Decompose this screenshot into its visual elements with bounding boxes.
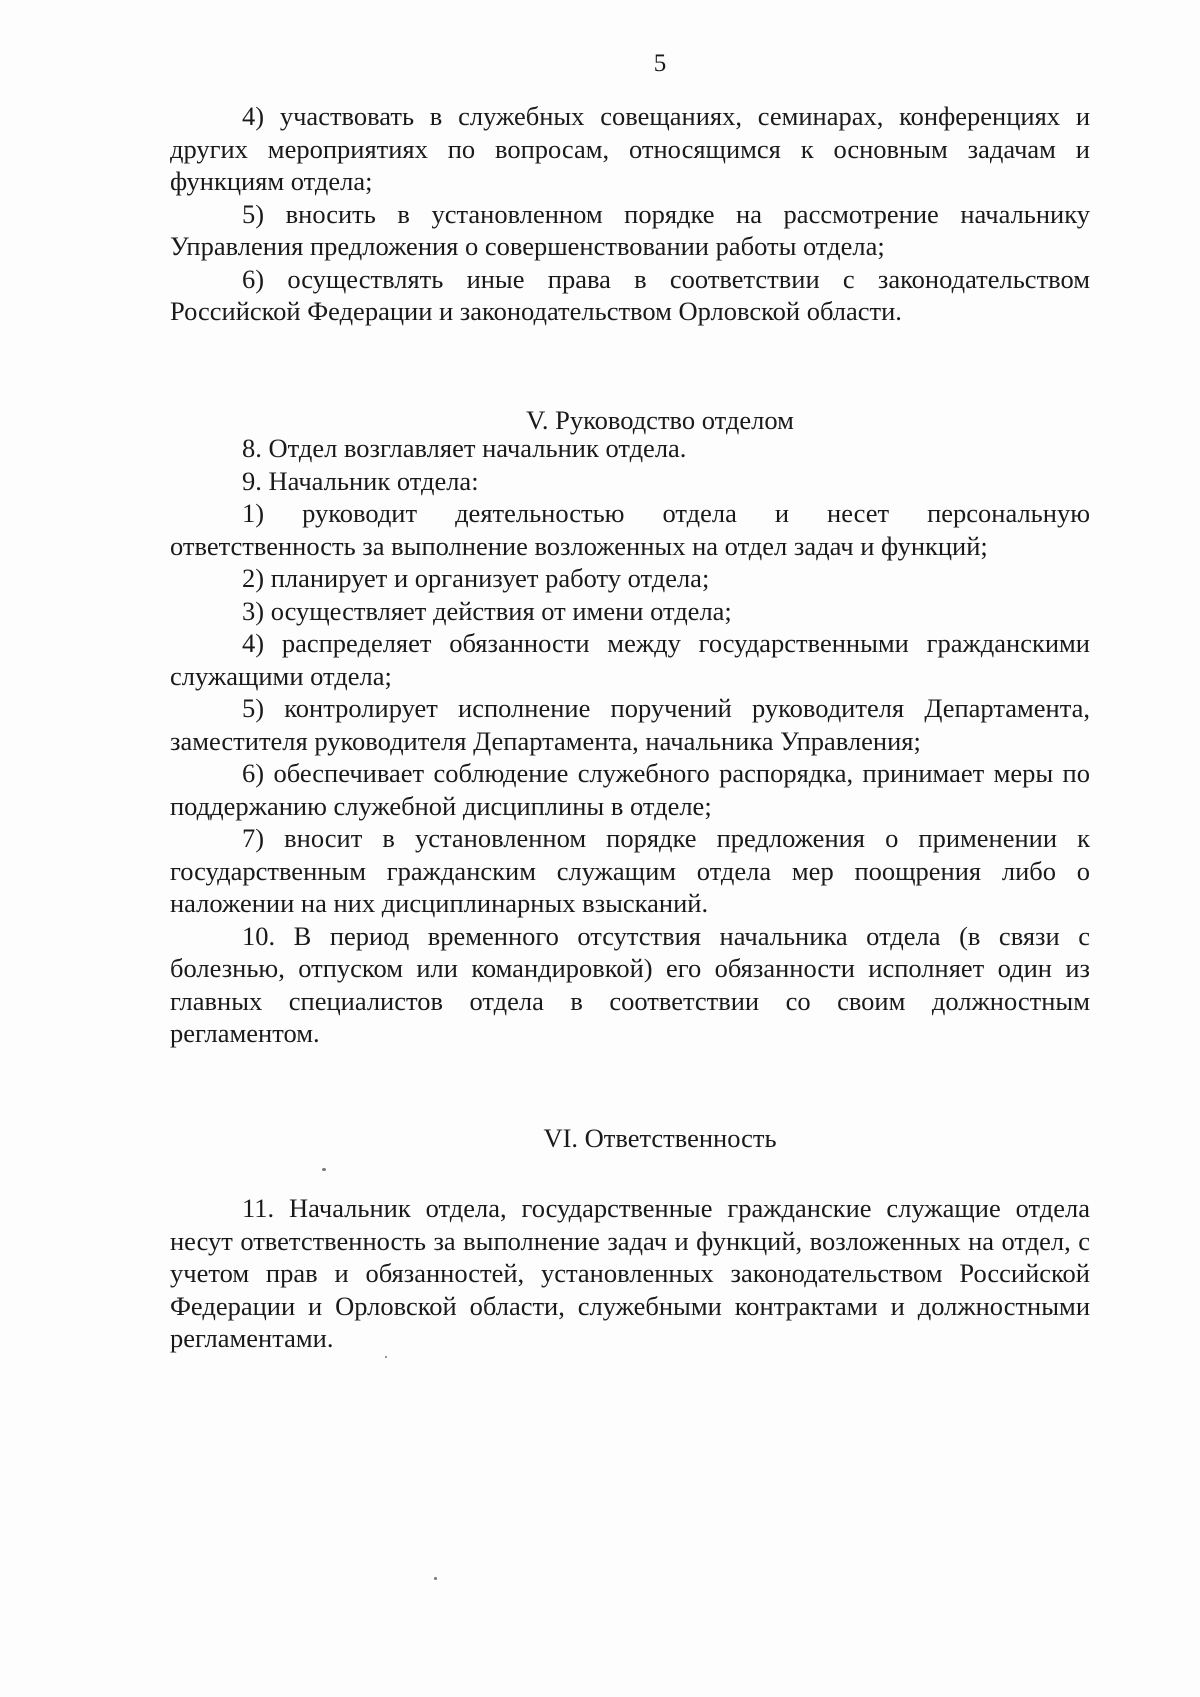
list-item: 5) вносить в установленном порядке на рассмотрение начальнику Управления предложения о совершенствовании работы отдела;: [170, 198, 1090, 261]
paragraph: 10. В период временного отсутствия начальника отдела (в связи с болезнью, отпуском или командировкой) его обязанности исполняет один из главных специалистов отдела в соответствии со своим должностным регламентом.: [170, 920, 1090, 1048]
list-item: 3) осуществляет действия от имени отдела;: [242, 595, 732, 626]
paragraph: 9. Начальник отдела:: [242, 465, 479, 496]
list-item: 2) планирует и организует работу отдела;: [242, 563, 710, 593]
list-item: 6) осуществлять иные права в соответствии с законодательством Российской Федерации и законодательством Орловской области.: [170, 263, 1090, 326]
list-item: 4) участвовать в служебных совещаниях, семинарах, конференциях и других мероприятиях по вопросам, относящимся к основным задачам и функциям отдела;: [170, 101, 1090, 196]
list-item: 5) контролирует исполнение поручений руководителя Департамента, заместителя руководителя Департамента, начальника Управления;: [170, 693, 1090, 756]
list-item: 1) руководит деятельностью отдела и несет персональную ответственность за выполнение возложенных на отдел задач и функций;: [170, 498, 1090, 561]
list-item: 6) обеспечивает соблюдение служебного распорядка, принимает меры по поддержанию служебной дисциплины в отделе;: [170, 758, 1090, 821]
section-heading-leadership: V. Руководство отделом: [526, 405, 794, 435]
scan-speck: [434, 1577, 437, 1580]
rights-list-continued: [170, 100, 1090, 328]
paragraph: 11. Начальник отдела, государственные гражданские служащие отдела несут ответственность за выполнение задач и функций, возложенных на отдел, с учетом прав и обязанностей, установленных законодательством Российской Федерации и Орловской области, служебными контрактами и должностными регламентами.: [170, 1193, 1090, 1353]
section-leadership-body: [170, 432, 1090, 1050]
scan-speck: [385, 1356, 387, 1358]
scan-speck: [322, 1168, 326, 1171]
page-number: 5: [653, 50, 667, 77]
list-item: 7) вносит в установленном порядке предложения о применении к государственным гражданским служащим отдела мер поощрения либо о наложении на них дисциплинарных взысканий.: [170, 823, 1090, 918]
section-heading-responsibility: VI. Ответственность: [543, 1123, 777, 1153]
paragraph: 8. Отдел возглавляет начальник отдела.: [242, 433, 687, 463]
section-responsibility-body: [170, 1192, 1090, 1355]
list-item: 4) распределяет обязанности между государственными гражданскими служащими отдела;: [170, 628, 1090, 691]
